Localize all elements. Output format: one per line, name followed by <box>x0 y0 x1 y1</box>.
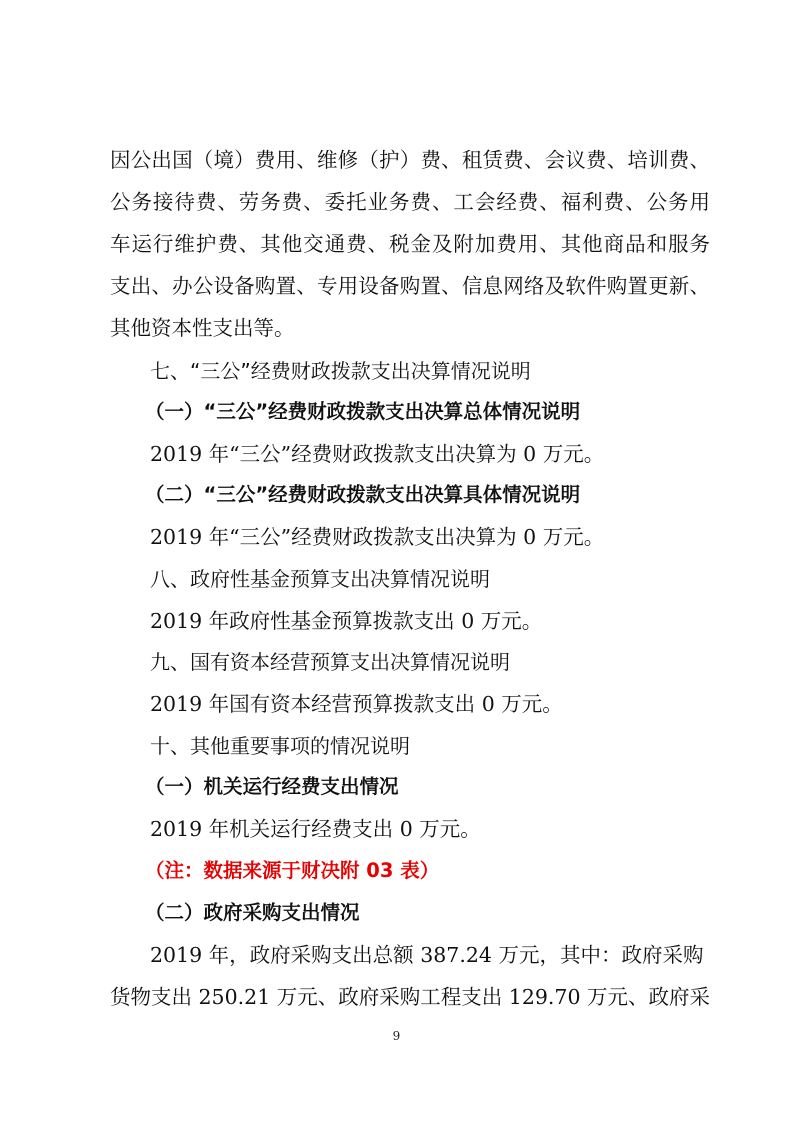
paragraph-line-1: 因公出国（境）费用、维修（护）费、租赁费、会议费、培训费、 <box>110 148 710 172</box>
section-7-heading: 七、“三公”经费财政拨款支出决算情况说明 <box>150 359 531 383</box>
paragraph-line-2: 公务接待费、劳务费、委托业务费、工会经费、福利费、公务用 <box>110 190 710 214</box>
procurement-line-1: 2019 年，政府采购支出总额 387.24 万元，其中：政府采购 <box>150 943 704 967</box>
section-9-heading: 九、国有资本经营预算支出决算情况说明 <box>150 650 510 674</box>
section-9-text: 2019 年国有资本经营预算拨款支出 0 万元。 <box>150 692 563 716</box>
page-number: 9 <box>392 1029 401 1043</box>
procurement-line-2: 货物支出 250.21 万元、政府采购工程支出 129.70 万元、政府采 <box>110 985 711 1009</box>
section-10-sub2-heading: （二）政府采购支出情况 <box>145 901 360 924</box>
section-7-sub2-heading: （二）“三公”经费财政拨款支出决算具体情况说明 <box>145 483 581 506</box>
section-7-sub1-text: 2019 年“三公”经费财政拨款支出决算为 0 万元。 <box>150 442 605 466</box>
section-8-heading: 八、政府性基金预算支出决算情况说明 <box>150 567 490 591</box>
section-7-sub1-heading: （一）“三公”经费财政拨款支出决算总体情况说明 <box>145 400 581 423</box>
section-10-sub1-text: 2019 年机关运行经费支出 0 万元。 <box>150 817 481 841</box>
paragraph-line-3: 车运行维护费、其他交通费、税金及附加费用、其他商品和服务 <box>110 232 710 256</box>
paragraph-line-4: 支出、办公设备购置、专用设备购置、信息网络及软件购置更新、 <box>110 274 710 298</box>
paragraph-line-5: 其他资本性支出等。 <box>110 316 295 340</box>
section-10-sub1-heading: （一）机关运行经费支出情况 <box>145 775 399 798</box>
data-source-note: （注：数据来源于财决附 03 表） <box>145 859 440 882</box>
section-8-text: 2019 年政府性基金预算拨款支出 0 万元。 <box>150 609 543 633</box>
section-10-heading: 十、其他重要事项的情况说明 <box>150 734 410 758</box>
section-7-sub2-text: 2019 年“三公”经费财政拨款支出决算为 0 万元。 <box>150 525 605 549</box>
